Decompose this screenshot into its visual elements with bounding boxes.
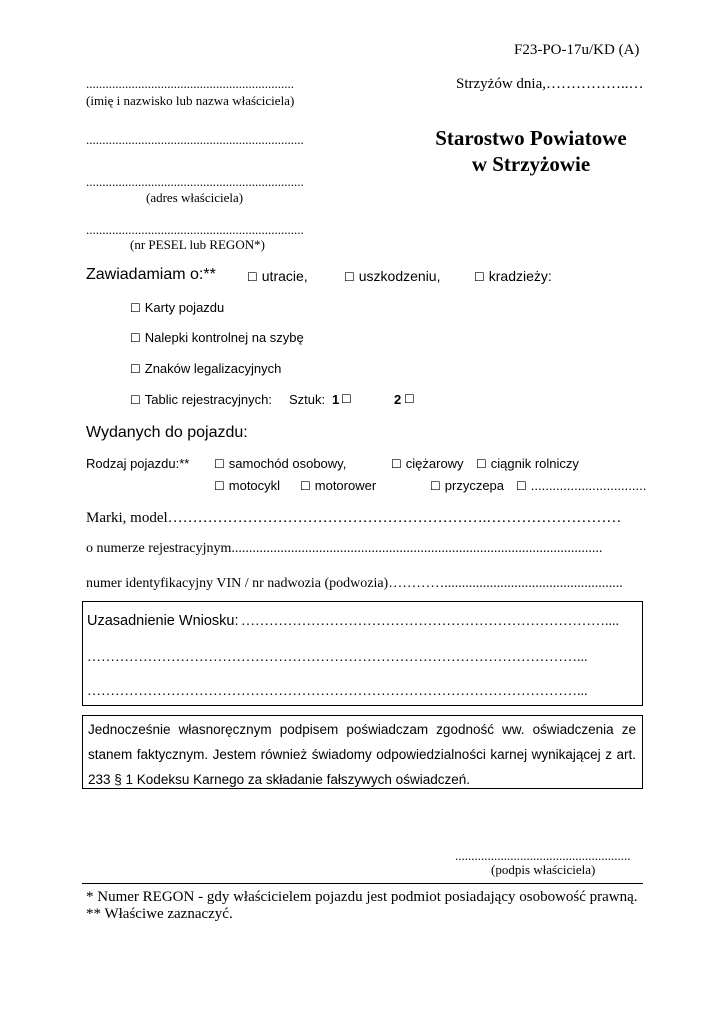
justification-label: Uzasadnienie Wniosku:	[87, 613, 239, 629]
checkbox-legalization-marks[interactable]: ☐ Znaków legalizacyjnych	[130, 361, 281, 376]
owner-id-line: ...................................................................	[86, 222, 304, 237]
pieces-label: Sztuk:	[289, 392, 326, 407]
pieces-two-checkbox[interactable]: ☐	[404, 392, 415, 406]
signature-line: ......................................................	[455, 848, 631, 863]
checkbox-control-sticker[interactable]: ☐ Nalepki kontrolnej na szybę	[130, 330, 304, 345]
checkbox-registration-plates[interactable]: ☐ Tablic rejestracyjnych:	[130, 392, 272, 407]
justification-line-1[interactable]: ……………………………………………………………………....	[241, 614, 619, 629]
checkbox-trailer[interactable]: ☐ przyczepa	[430, 478, 504, 493]
checkbox-car[interactable]: ☐ samochód osobowy,	[214, 456, 346, 471]
justification-line-3[interactable]: ……………………………………………………………………………………………...	[87, 684, 588, 699]
owner-address-caption: (adres właściciela)	[146, 190, 244, 205]
vin-field[interactable]: numer identyfikacyjny VIN / nr nadwozia (podwozia)…………...................................................	[86, 576, 623, 591]
vehicle-type-label: Rodzaj pojazdu:**	[86, 456, 190, 471]
reg-number-field[interactable]: o numerze rejestracyjnym..........................................................................................................	[86, 541, 603, 556]
footnote-mark: ** Właściwe zaznaczyć.	[86, 906, 233, 922]
pieces-one-label: 1	[332, 392, 340, 407]
checkbox-vehicle-card[interactable]: ☐ Karty pojazdu	[130, 300, 224, 315]
owner-id-caption: (nr PESEL lub REGON*)	[130, 237, 265, 252]
make-model-field[interactable]: Marki, model……………………………………………………….………………………	[86, 510, 622, 526]
checkbox-other-type[interactable]: ☐ ................................	[516, 478, 646, 493]
checkbox-motorcycle[interactable]: ☐ motocykl	[214, 478, 280, 493]
signature-caption: (podpis właściciela)	[491, 862, 596, 877]
checkbox-theft[interactable]: ☐ kradzieży:	[474, 268, 552, 284]
footnote-regon: * Numer REGON - gdy właścicielem pojazdu jest podmiot posiadający osobowość prawną.	[86, 889, 638, 905]
form-code: F23-PO-17u/KD (A)	[514, 42, 640, 58]
owner-address-line: ...................................................................	[86, 174, 304, 189]
issued-label: Wydanych do pojazdu:	[86, 424, 248, 441]
justification-line-2[interactable]: ……………………………………………………………………………………………...	[87, 650, 588, 665]
notify-label: Zawiadamiam o:**	[86, 266, 216, 283]
pieces-one-checkbox[interactable]: ☐	[341, 392, 352, 406]
declaration-text: Jednocześnie własnoręcznym podpisem poświadczam zgodność ww. oświadczenia ze stanem faktycznym. Jestem również świadomy odpowiedzialności karnej wynikającej z art. 233 § 1 Kodeksu Karnego za składanie fałszywych oświadczeń.	[88, 722, 636, 787]
owner-line-2: ...................................................................	[86, 132, 304, 147]
place-date: Strzyżów dnia,……………..…	[456, 76, 644, 92]
office-name-line2: w Strzyżowie	[471, 152, 591, 176]
checkbox-truck[interactable]: ☐ ciężarowy	[391, 456, 464, 471]
owner-name-caption: (imię i nazwisko lub nazwa właściciela)	[86, 93, 295, 108]
pieces-two-label: 2	[394, 392, 402, 407]
footnote-separator	[82, 883, 643, 884]
checkbox-moped[interactable]: ☐ motorower	[300, 478, 376, 493]
office-name-line1: Starostwo Powiatowe	[435, 126, 627, 150]
checkbox-loss[interactable]: ☐ utracie,	[247, 268, 308, 284]
checkbox-tractor[interactable]: ☐ ciągnik rolniczy	[476, 456, 579, 471]
owner-name-line: ................................................................	[86, 76, 294, 91]
checkbox-damage[interactable]: ☐ uszkodzeniu,	[344, 268, 440, 284]
